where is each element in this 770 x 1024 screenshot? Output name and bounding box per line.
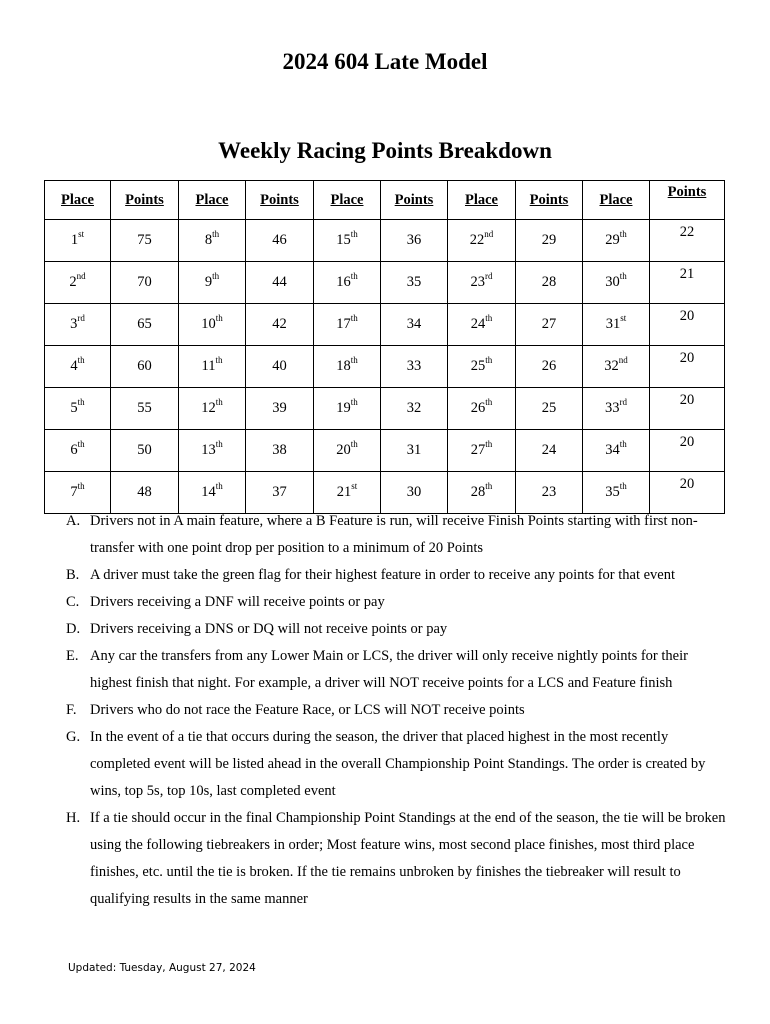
place-cell (583, 220, 650, 262)
place-number: 25 (470, 358, 486, 374)
place-cell (179, 304, 246, 346)
place-cell (314, 430, 381, 472)
place-cell (179, 430, 246, 472)
place-cell (583, 388, 650, 430)
document-title: 2024 604 Late Model (282, 49, 488, 74)
points-cell: 48 (111, 472, 179, 514)
place-suffix: th (619, 439, 627, 450)
column-header: Points (246, 181, 314, 220)
rule-item (66, 697, 726, 724)
points-cell: 38 (246, 430, 314, 472)
place-suffix: th (350, 271, 358, 282)
place-cell (583, 262, 650, 304)
table-row (45, 262, 725, 304)
place-suffix: nd (484, 229, 494, 240)
place-suffix: th (350, 313, 358, 324)
place-cell (314, 388, 381, 430)
rule-item (66, 562, 726, 589)
place-number: 29 (605, 232, 620, 248)
place-cell (448, 304, 516, 346)
place-number: 23 (470, 274, 485, 290)
points-cell: 24 (516, 430, 583, 472)
points-cell: 75 (111, 220, 179, 262)
place-cell (583, 346, 650, 388)
points-cell: 50 (111, 430, 179, 472)
place-number: 33 (605, 400, 620, 416)
place-suffix: th (485, 439, 493, 450)
place-cell (45, 262, 111, 304)
place-number: 30 (605, 274, 620, 290)
points-cell: 25 (516, 388, 583, 430)
place-number: 11 (201, 358, 216, 374)
place-suffix: th (619, 229, 627, 240)
place-cell (448, 220, 516, 262)
place-cell (45, 346, 111, 388)
table-body (45, 220, 725, 514)
place-number: 5 (70, 400, 78, 416)
points-cell: 31 (381, 430, 448, 472)
table-row (45, 430, 725, 472)
rules-list (66, 508, 726, 913)
place-cell (583, 430, 650, 472)
place-cell (448, 262, 516, 304)
points-cell: 30 (381, 472, 448, 514)
place-number: 22 (469, 232, 485, 248)
place-number: 34 (605, 442, 620, 458)
points-cell: 20 (650, 388, 725, 430)
place-suffix: th (215, 313, 223, 324)
column-header: Place (314, 181, 381, 220)
place-suffix: th (77, 355, 85, 366)
place-cell (314, 346, 381, 388)
place-number: 13 (201, 442, 216, 458)
place-suffix: nd (618, 355, 628, 366)
place-number: 17 (336, 316, 351, 332)
place-cell (179, 262, 246, 304)
table-row (45, 388, 725, 430)
column-header: Place (583, 181, 650, 220)
rule-item (66, 616, 726, 643)
points-cell: 29 (516, 220, 583, 262)
rule-marker: H. (66, 810, 81, 826)
place-cell (45, 388, 111, 430)
points-cell: 65 (111, 304, 179, 346)
points-cell: 70 (111, 262, 179, 304)
points-cell: 60 (111, 346, 179, 388)
place-cell (583, 304, 650, 346)
column-header: Place (448, 181, 516, 220)
points-cell: 55 (111, 388, 179, 430)
points-cell: 20 (650, 472, 725, 514)
rule-marker: E. (66, 648, 79, 664)
place-suffix: th (215, 481, 223, 492)
rule-marker: D. (66, 621, 81, 637)
points-cell: 35 (381, 262, 448, 304)
points-cell: 39 (246, 388, 314, 430)
place-number: 21 (336, 484, 352, 500)
place-cell (45, 304, 111, 346)
place-suffix: th (77, 397, 85, 408)
place-number: 10 (201, 316, 216, 332)
rule-marker: B. (66, 567, 80, 583)
table-header-row (45, 181, 725, 220)
place-suffix: th (350, 229, 358, 240)
place-cell (45, 220, 111, 262)
rule-text: Drivers who do not race the Feature Race, or LCS will NOT receive points (90, 702, 525, 718)
place-number: 24 (470, 316, 486, 332)
rule-text: Drivers receiving a DNS or DQ will not receive points or pay (90, 621, 448, 637)
place-number: 20 (336, 442, 351, 458)
table-row (45, 304, 725, 346)
points-cell: 46 (246, 220, 314, 262)
column-header: Points (111, 181, 179, 220)
rule-text: Drivers not in A main feature, where a B Feature is run, will receive Finish Points starting with first non-transfer with one point drop per position to a minimum of 20 Points (90, 513, 698, 556)
column-header: Place (179, 181, 246, 220)
place-number: 35 (605, 484, 620, 500)
place-number: 1 (70, 232, 79, 248)
place-number: 6 (70, 442, 78, 458)
points-cell: 34 (381, 304, 448, 346)
place-suffix: th (215, 439, 223, 450)
points-cell: 26 (516, 346, 583, 388)
place-cell (179, 220, 246, 262)
place-cell (314, 262, 381, 304)
place-cell (448, 388, 516, 430)
place-suffix: th (485, 355, 493, 366)
place-suffix: th (485, 313, 493, 324)
rule-text: In the event of a tie that occurs during the season, the driver that placed highest in the most recently completed event will be listed ahead in the overall Championship Point Standings. The order is created by wins, top 5s, top 10s, last completed event (90, 729, 706, 799)
points-cell: 32 (381, 388, 448, 430)
place-suffix: th (215, 397, 223, 408)
table-row (45, 346, 725, 388)
place-suffix: rd (485, 271, 493, 282)
points-cell: 44 (246, 262, 314, 304)
rule-item (66, 805, 726, 913)
place-number: 19 (336, 400, 351, 416)
rule-item (66, 589, 726, 616)
points-cell: 23 (516, 472, 583, 514)
rule-item (66, 643, 726, 697)
place-number: 26 (470, 400, 486, 416)
rule-item (66, 508, 726, 562)
place-number: 15 (336, 232, 351, 248)
rule-text: A driver must take the green flag for their highest feature in order to receive any points for that event (90, 567, 676, 583)
place-suffix: th (215, 355, 223, 366)
place-number: 14 (201, 484, 216, 500)
rule-text: If a tie should occur in the final Championship Point Standings at the end of the season, the tie will be broken using the following tiebreakers in order; Most feature wins, most second place finishes, most third place finishes, etc. until the tie is broken. If the tie remains unbroken by finishes the tiebreaker will result to qualifying results in the same manner (90, 810, 726, 907)
points-cell: 27 (516, 304, 583, 346)
place-suffix: th (212, 229, 220, 240)
place-suffix: st (351, 481, 358, 492)
points-cell: 20 (650, 304, 725, 346)
place-number: 3 (70, 316, 78, 332)
points-cell: 21 (650, 262, 725, 304)
place-suffix: th (212, 271, 220, 282)
column-header: Points (516, 181, 583, 220)
place-cell (448, 346, 516, 388)
points-cell: 20 (650, 430, 725, 472)
column-header: Place (45, 181, 111, 220)
place-suffix: th (350, 439, 358, 450)
points-cell: 28 (516, 262, 583, 304)
place-number: 27 (470, 442, 486, 458)
place-suffix: th (77, 481, 85, 492)
rule-marker: G. (66, 729, 81, 745)
column-header: Points (381, 181, 448, 220)
rule-marker: F. (66, 702, 77, 718)
place-suffix: rd (77, 313, 85, 324)
document-subtitle: Weekly Racing Points Breakdown (218, 138, 552, 163)
points-cell: 22 (650, 220, 725, 262)
place-cell (448, 430, 516, 472)
place-suffix: st (620, 313, 627, 324)
table-row (45, 220, 725, 262)
points-cell: 40 (246, 346, 314, 388)
place-number: 18 (336, 358, 351, 374)
place-cell (179, 346, 246, 388)
rule-marker: C. (66, 594, 80, 610)
place-number: 28 (470, 484, 486, 500)
place-number: 7 (70, 484, 78, 500)
place-suffix: th (619, 481, 627, 492)
points-cell: 33 (381, 346, 448, 388)
place-suffix: rd (619, 397, 627, 408)
place-number: 8 (204, 232, 213, 248)
place-suffix: th (350, 355, 358, 366)
place-cell (45, 430, 111, 472)
place-suffix: st (78, 229, 85, 240)
rule-text: Any car the transfers from any Lower Main or LCS, the driver will only receive nightly points for their highest finish that night. For example, a driver will NOT receive points for a LCS and Feature finish (90, 648, 688, 691)
points-table (44, 180, 725, 514)
place-cell (314, 304, 381, 346)
points-cell: 37 (246, 472, 314, 514)
updated-footer: Updated: Tuesday, August 27, 2024 (68, 962, 256, 974)
points-cell: 36 (381, 220, 448, 262)
place-number: 2 (69, 274, 77, 290)
rule-marker: A. (66, 513, 81, 529)
place-number: 32 (604, 358, 619, 374)
column-header: Points (650, 181, 725, 220)
place-suffix: nd (76, 271, 86, 282)
place-suffix: th (619, 271, 627, 282)
place-suffix: th (485, 481, 493, 492)
place-number: 16 (336, 274, 351, 290)
rule-text: Drivers receiving a DNF will receive points or pay (90, 594, 385, 610)
place-number: 12 (201, 400, 216, 416)
rule-item (66, 724, 726, 805)
place-suffix: th (485, 397, 493, 408)
place-suffix: th (350, 397, 358, 408)
place-number: 31 (605, 316, 621, 332)
place-number: 4 (70, 358, 78, 374)
points-cell: 20 (650, 346, 725, 388)
points-cell: 42 (246, 304, 314, 346)
place-cell (179, 388, 246, 430)
place-suffix: th (77, 439, 85, 450)
place-cell (314, 220, 381, 262)
place-number: 9 (204, 274, 213, 290)
